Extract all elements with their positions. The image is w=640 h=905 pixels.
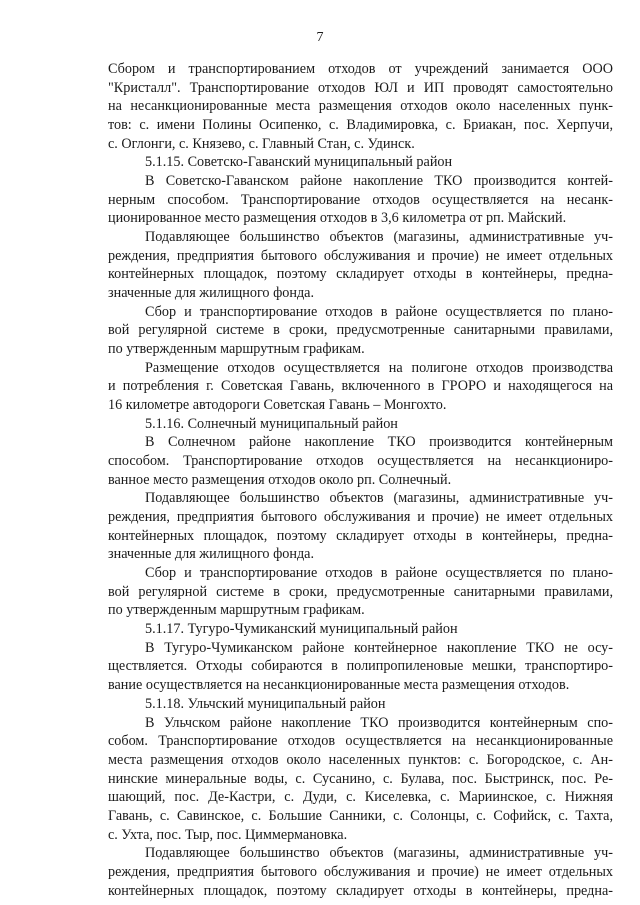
text-line: В Тугуро-Чумиканском районе контейнерное накопление ТКО не осу- — [145, 639, 613, 656]
text-line: реждения, предприятия бытового обслуживания и прочие) не имеет отдельных — [108, 247, 613, 264]
text-line: "Кристалл". Транспортирование отходов ЮЛ и ИП проводят самостоятельно — [108, 79, 613, 96]
text-line: Сбором и транспортированием отходов от учреждений занимается ООО — [108, 61, 613, 77]
text-line: 5.1.18. Ульчский муниципальный район — [145, 695, 386, 712]
text-line: по утвержденным маршрутным графикам. — [108, 341, 365, 358]
text-line: Подавляющее большинство объектов (магазины, административные уч- — [145, 229, 613, 245]
text-line: 5.1.15. Советско-Гаванский муниципальный район — [145, 154, 453, 171]
text-line: реждения, предприятия бытового обслуживания и прочие) не имеет отдельных — [108, 509, 613, 526]
text-line: ционированное место размещения отходов в 3,6 километра от рп. Майский. — [108, 210, 567, 227]
text-line: с. Оглонги, с. Князево, с. Главный Стан, с. Удинск. — [108, 135, 415, 152]
text-line: нерным способом. Транспортирование отходов осуществляется на несанк- — [108, 191, 613, 208]
text-line: и потребления г. Советская Гавань, включенного в ГРОРО и находящегося на — [108, 378, 613, 395]
text-line: значенные для жилищного фонда. — [108, 285, 315, 301]
text-line: В Солнечном районе накопление ТКО производится контейнерным — [145, 434, 613, 451]
text-line: вой регулярной системе в сроки, предусмотренные санитарными правилами, — [108, 322, 613, 339]
text-line: Подавляющее большинство объектов (магазины, административные уч- — [145, 490, 613, 507]
text-line: Гавань, с. Савинское, с. Большие Санники, с. Солонцы, с. Софийск, с. Тахта, — [108, 807, 613, 824]
text-line: 5.1.16. Солнечный муниципальный район — [145, 415, 398, 432]
page-number: 7 — [316, 30, 324, 45]
text-line: Сбор и транспортирование отходов в районе осуществляется по плано- — [145, 303, 613, 320]
text-line: В Советско-Гаванском районе накопление ТКО производится контей- — [145, 173, 613, 189]
text-line: 16 километре автодороги Советская Гавань – Монгохто. — [108, 397, 447, 414]
text-line: контейнерных площадок, поэтому складирует отходы в контейнеры, предна- — [108, 882, 613, 899]
text-line: по утвержденным маршрутным графикам. — [108, 602, 365, 619]
text-line: контейнерных площадок, поэтому складирует отходы в контейнеры, предна- — [108, 527, 613, 544]
text-line: реждения, предприятия бытового обслуживания и прочие) не имеет отдельных — [108, 863, 613, 880]
text-line: ванное место размещения отходов около рп. Солнечный. — [108, 471, 452, 488]
text-line: собом. Транспортирование отходов осуществляется на несанкционированные — [108, 733, 613, 750]
text-line: на несанкционированные места размещения отходов около населенных пунк- — [108, 98, 613, 115]
text-line: В Ульчском районе накопление ТКО производится контейнерным спо- — [145, 714, 613, 731]
text-line: тов: с. имени Полины Осипенко, с. Владимировка, с. Бриакан, пос. Херпучи, — [108, 117, 613, 133]
text-line: контейнерных площадок, поэтому складирует отходы в контейнеры, предна- — [108, 266, 613, 283]
text-line: значенные для жилищного фонда. — [108, 546, 315, 563]
text-line: нинские минеральные воды, с. Сусанино, с. Булава, пос. Быстринск, пос. Ре- — [108, 770, 613, 787]
text-line: шающий, пос. Де-Кастри, с. Дуди, с. Киселевка, с. Мариинское, с. Нижняя — [108, 789, 613, 806]
text-line: места размещения отходов около населенных пунктов: с. Богородское, с. Ан- — [108, 751, 613, 768]
text-line: вание осуществляется на несанкционированные места размещения отходов. — [108, 677, 570, 694]
text-line: ществляется. Отходы собираются в полипропиленовые мешки, транспортиро- — [108, 658, 613, 675]
text-line: способом. Транспортирование отходов осуществляется на несанкциониро- — [108, 453, 613, 470]
text-line: вой регулярной системе в сроки, предусмотренные санитарными правилами, — [108, 583, 613, 600]
text-line: 5.1.17. Тугуро-Чумиканский муниципальный район — [145, 621, 458, 638]
text-line: Размещение отходов осуществляется на полигоне отходов производства — [145, 359, 613, 376]
text-line: Сбор и транспортирование отходов в районе осуществляется по плано- — [145, 565, 613, 582]
text-line: с. Ухта, пос. Тыр, пос. Циммермановка. — [108, 826, 348, 843]
text-line: Подавляющее большинство объектов (магазины, административные уч- — [145, 845, 613, 862]
